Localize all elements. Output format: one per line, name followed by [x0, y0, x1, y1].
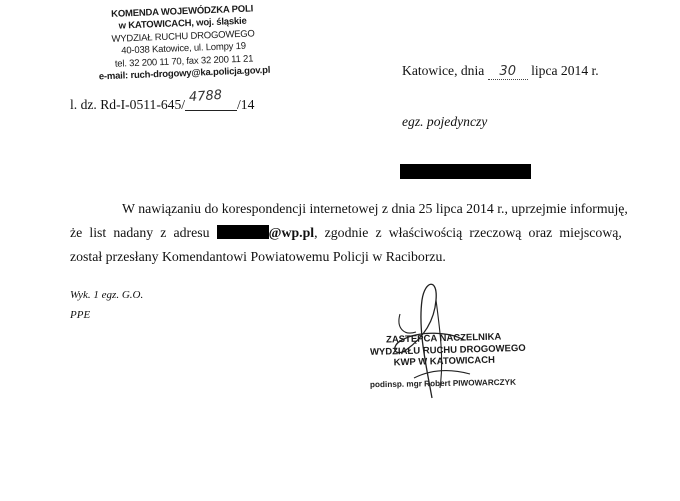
- signum-blank: [185, 87, 237, 111]
- signum-suffix: /14: [237, 97, 255, 112]
- prepared-by-note: Wyk. 1 egz. G.O.: [70, 289, 144, 301]
- sig-stamp-line-2: WYDZIAŁU RUCHU DROGOWEGO: [369, 342, 526, 358]
- word: oraz: [528, 225, 553, 240]
- stamp-line-4: 40-038 Katowice, ul. Lompy 19: [121, 40, 247, 57]
- body-line-2: [70, 225, 622, 241]
- word: adresu: [173, 225, 210, 240]
- redacted-addressee: [400, 164, 531, 179]
- word: rzeczową: [469, 225, 522, 240]
- stamp-line-3: WYDZIAŁ RUCHU DROGOWEGO: [111, 28, 255, 45]
- redacted-email-user: [217, 225, 269, 239]
- body-line-3: został przesłany Komendantowi Powiatowemu Policji w Raciborzu.: [70, 249, 446, 264]
- stamp-line-1: KOMENDA WOJEWÓDZKA POLI: [110, 3, 254, 20]
- word: nadany: [113, 225, 154, 240]
- sig-stamp-line-3: KWP W KATOWICACH: [393, 354, 496, 369]
- word: z: [375, 225, 382, 240]
- email-domain: @wp.pl: [268, 225, 315, 240]
- word: z: [160, 225, 167, 240]
- email-address: @wp.pl,: [217, 225, 318, 241]
- signature-stamp: [369, 331, 526, 369]
- office-stamp: [82, 2, 285, 84]
- stamp-line-6: e-mail: ruch-drogowy@ka.policja.gov.pl: [98, 64, 271, 83]
- signer-name: podinsp. mgr Robert PIWOWARCZYK: [369, 377, 517, 390]
- ppe-note: PPE: [70, 309, 91, 321]
- word: list: [89, 225, 107, 240]
- word: miejscową,: [559, 225, 622, 240]
- stamp-line-2: w KATOWICACH, woj. śląskie: [118, 16, 247, 33]
- case-reference-number: [70, 87, 255, 113]
- sig-stamp-line-1: ZASTĘPCA NACZELNIKA: [385, 331, 502, 346]
- date-suffix: lipca 2014 r.: [531, 63, 599, 78]
- word: że: [70, 225, 83, 240]
- signum-prefix: l. dz. Rd-I-0511-645/: [70, 97, 186, 112]
- letter-date: [402, 63, 599, 80]
- word: właściwością: [388, 225, 463, 240]
- copy-note: egz. pojedynczy: [402, 114, 488, 129]
- date-day-handwritten: 30: [488, 64, 528, 80]
- stamp-line-5: tel. 32 200 11 70, fax 32 200 11 21: [114, 53, 254, 70]
- word: zgodnie: [324, 225, 369, 240]
- body-line-1: W nawiązaniu do korespondencji internetowej z dnia 25 lipca 2014 r., uprzejmie informuję,: [122, 201, 628, 216]
- date-prefix: Katowice, dnia: [402, 63, 485, 78]
- signum-handwritten: 4788: [188, 87, 223, 106]
